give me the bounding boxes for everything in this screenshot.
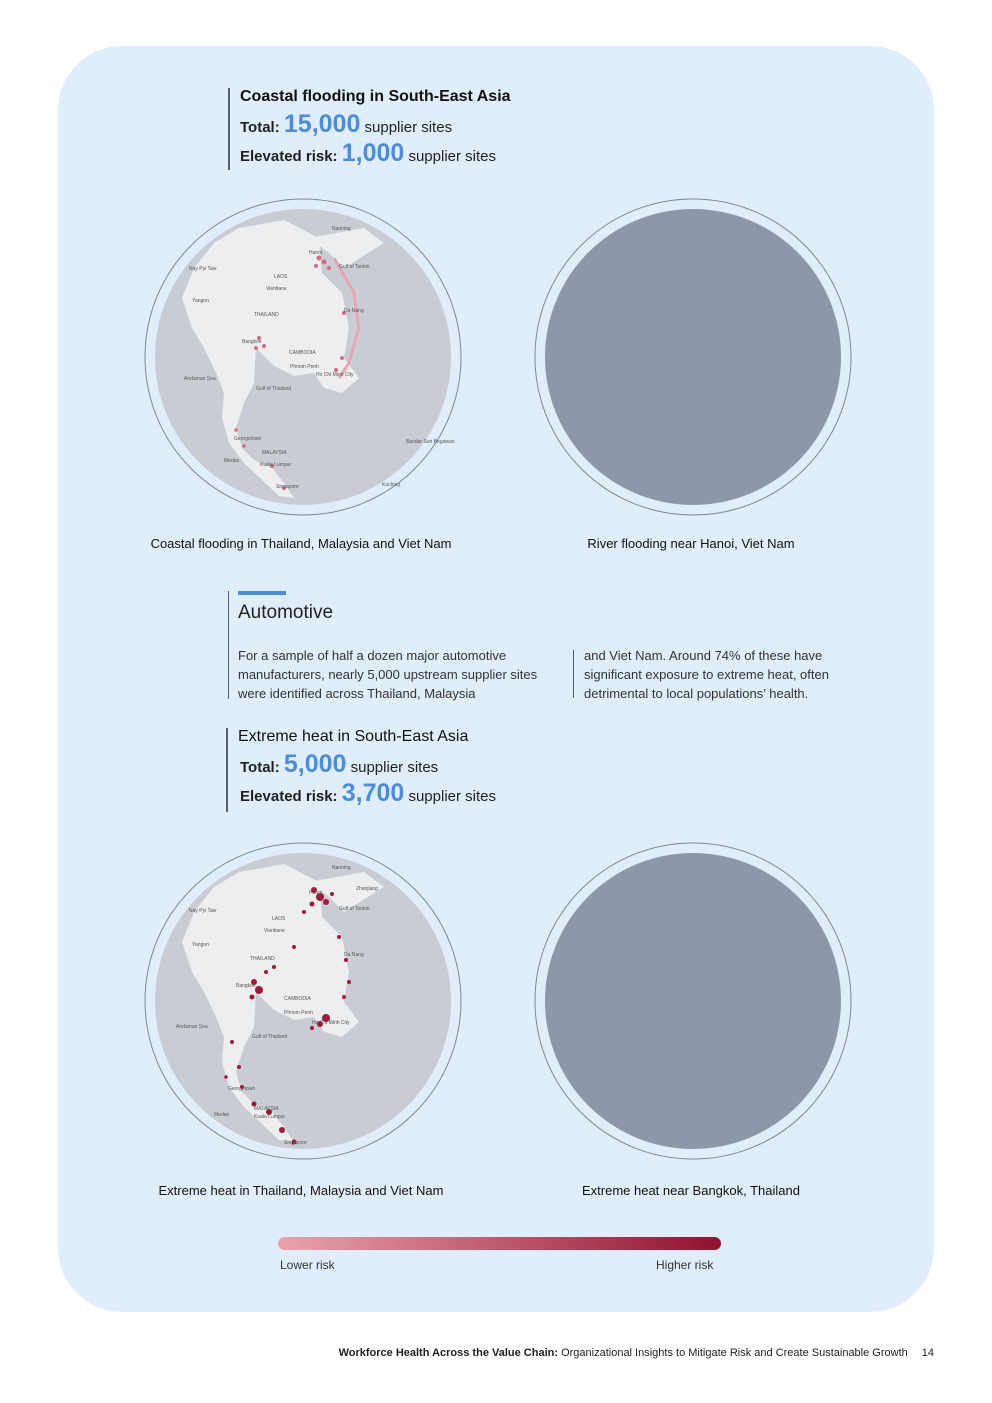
map1-label-11: Phnom Penh bbox=[290, 364, 319, 370]
heat-risk-value: 3,700 bbox=[341, 779, 405, 807]
map1-label-1: Hanoi bbox=[309, 250, 323, 256]
heat-stats-block bbox=[226, 728, 496, 812]
map1-label-4: Yangon bbox=[192, 298, 209, 304]
risk-unit: supplier sites bbox=[408, 148, 497, 165]
map2-label-7: Vientiane bbox=[264, 928, 285, 934]
map1-label-18: MALAYSIA bbox=[262, 450, 287, 456]
map1-label-2: Gulf of Tonkin bbox=[339, 264, 370, 270]
map2-label-18: MALAYSIA bbox=[254, 1106, 279, 1112]
section-accent bbox=[238, 591, 286, 595]
map1-label-14: Gulf of Thailand bbox=[256, 386, 292, 392]
map2-label-15: Gulf of Thailand bbox=[252, 1034, 288, 1040]
map1-label-3: Nay Pyi Taw bbox=[189, 266, 217, 272]
risk-legend-bar bbox=[278, 1237, 721, 1250]
automotive-rule bbox=[228, 591, 229, 699]
map1-label-17: Kuala Lumpur bbox=[260, 462, 292, 468]
heat-risk-label: Elevated risk: bbox=[240, 788, 338, 805]
map1-label-19: Singapore bbox=[276, 484, 299, 490]
map2-label-11: CAMBODIA bbox=[284, 996, 311, 1002]
total-value: 15,000 bbox=[283, 110, 361, 138]
caption-coastal-left: Coastal flooding in Thailand, Malaysia and Viet Nam bbox=[150, 536, 452, 551]
heat-risk-unit: supplier sites bbox=[408, 788, 497, 805]
footer-title-bold: Workforce Health Across the Value Chain: bbox=[338, 1347, 559, 1359]
para-divider bbox=[573, 650, 574, 698]
map2-label-4: Nay Pyi Taw bbox=[189, 908, 217, 914]
bangkok-heat-map-placeholder bbox=[534, 842, 852, 1160]
map2-label-12: Phnom Penh bbox=[284, 1010, 313, 1016]
map2-label-9: Da Nang bbox=[344, 952, 364, 958]
extreme-heat-map bbox=[144, 842, 462, 1160]
map2-label-5: Yangon bbox=[192, 942, 209, 948]
map2-label-17: Medan bbox=[214, 1112, 230, 1118]
map1-label-13: Andaman Sea bbox=[184, 376, 216, 382]
map1-label-21: Kuching bbox=[382, 482, 401, 488]
automotive-para-left: For a sample of half a dozen major automotive manufacturers, nearly 5,000 upstream supplier sites were identified across Thailand, Malaysia bbox=[238, 648, 538, 701]
coastal-flooding-map bbox=[144, 198, 462, 516]
legend-low-label: Lower risk bbox=[280, 1258, 335, 1272]
automotive-para-right: and Viet Nam. Around 74% of these have significant exposure to extreme heat, often detrimental to local populations’ health. bbox=[584, 648, 829, 701]
map2-label-14: Andaman Sea bbox=[176, 1024, 208, 1030]
map1-label-15: Georgetown bbox=[234, 436, 262, 442]
caption-heat-left: Extreme heat in Thailand, Malaysia and Viet Nam bbox=[158, 1183, 444, 1198]
automotive-title: Automotive bbox=[238, 602, 334, 623]
map2-label-16: Georgetown bbox=[228, 1086, 256, 1092]
map1-label-5: LAOS bbox=[274, 274, 288, 280]
map1-label-16: Medan bbox=[224, 458, 240, 464]
map2-label-6: LAOS bbox=[272, 916, 286, 922]
heat-total-value: 5,000 bbox=[283, 750, 347, 778]
risk-label: Elevated risk: bbox=[240, 148, 338, 165]
map1-label-8: Da Nang bbox=[344, 308, 364, 314]
map1-label-10: CAMBODIA bbox=[289, 350, 316, 356]
page-footer bbox=[339, 1347, 934, 1359]
map1-label-7: THAILAND bbox=[254, 312, 279, 318]
map2-label-8: THAILAND bbox=[250, 956, 275, 962]
map1-label-20: Bandar Seri Begawan bbox=[406, 439, 455, 445]
map1-label-9: Bangkok bbox=[242, 339, 262, 345]
map1-label-0: Nanning bbox=[332, 226, 351, 232]
map1-label-6: Vientiane bbox=[266, 286, 287, 292]
heat-total-unit: supplier sites bbox=[350, 759, 439, 776]
caption-coastal-right: River flooding near Hanoi, Viet Nam bbox=[587, 536, 795, 551]
map2-label-2: Hanoi bbox=[309, 890, 323, 896]
total-label: Total: bbox=[240, 119, 280, 136]
footer-title-rest: Organizational Insights to Mitigate Risk and Create Sustainable Growth bbox=[558, 1347, 908, 1359]
map1-label-12: Ho Chi Minh City bbox=[316, 372, 354, 378]
map2-label-10: Bangkok bbox=[236, 983, 256, 989]
coastal-stats-title: Coastal flooding in South-East Asia bbox=[240, 88, 511, 105]
heat-stats-title: Extreme heat in South-East Asia bbox=[238, 728, 469, 745]
map2-label-13: Ho Chi Minh City bbox=[312, 1020, 350, 1026]
map2-label-19: Kuala Lumpur bbox=[254, 1114, 286, 1120]
legend-high-label: Higher risk bbox=[656, 1258, 714, 1272]
coastal-stats-block bbox=[228, 88, 511, 170]
map2-label-0: Nanning bbox=[332, 865, 351, 871]
risk-value: 1,000 bbox=[341, 139, 405, 167]
map2-label-3: Gulf of Tonkin bbox=[339, 906, 370, 912]
page-number: 14 bbox=[921, 1347, 934, 1359]
map2-label-1: Zhanjiang bbox=[356, 886, 378, 892]
heat-total-label: Total: bbox=[240, 759, 280, 776]
map2-label-20: Singapore bbox=[284, 1140, 307, 1146]
caption-heat-right: Extreme heat near Bangkok, Thailand bbox=[581, 1183, 800, 1198]
total-unit: supplier sites bbox=[364, 119, 453, 136]
river-flooding-map-placeholder bbox=[534, 198, 852, 516]
